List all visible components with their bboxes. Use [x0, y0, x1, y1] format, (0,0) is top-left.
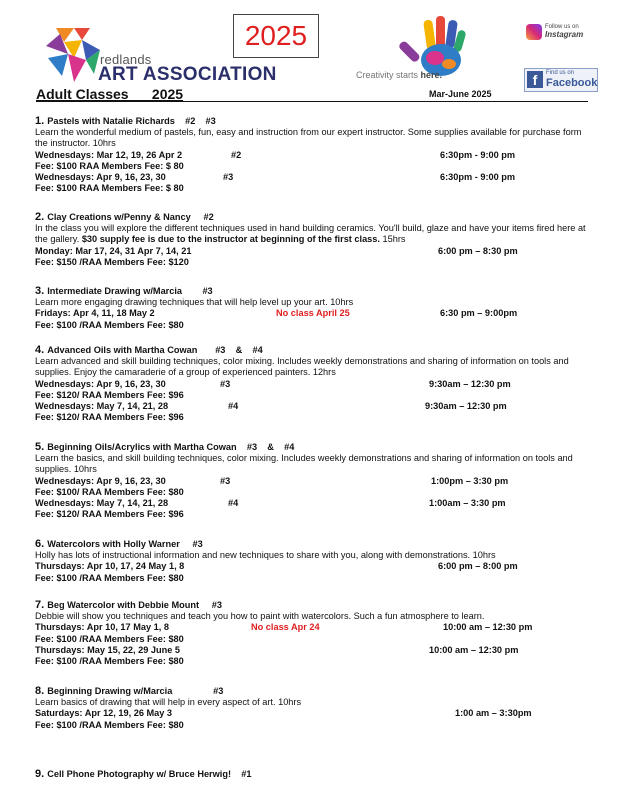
class-title: Beginning Oils/Acrylics with Martha Cowan #3 & #4 — [47, 442, 295, 452]
description-text: Learn basics of drawing that will help in every aspect of art. 10hrs — [35, 697, 302, 708]
session-time: 6:00 pm – 8:00 pm — [438, 561, 518, 572]
session-time: 1:00am – 3:30 pm — [429, 498, 506, 508]
class-section — [35, 686, 595, 731]
session-row — [35, 379, 595, 390]
class-section — [35, 212, 595, 268]
class-section — [35, 286, 595, 331]
class-number: 6. — [35, 538, 48, 550]
class-description — [35, 297, 595, 308]
class-description — [35, 550, 595, 561]
session-days: Wednesdays: Apr 9, 16, 23, 30 — [35, 475, 166, 486]
class-title: Cell Phone Photography w/ Bruce Herwig! #1 — [47, 769, 252, 779]
session-tag: #4 — [228, 498, 239, 508]
no-class-note: No class Apr 24 — [251, 622, 320, 633]
description-bold: $30 supply fee is due to the instructor at beginning of the first class. — [79, 234, 380, 245]
session-fee: Fee: $100/ RAA Members Fee: $80 — [35, 486, 184, 497]
class-number: 8. — [35, 685, 48, 697]
session-days: Thursdays: Apr 10, 17 May 1, 8 — [35, 622, 169, 633]
tagline-prefix: Creativity starts — [356, 70, 421, 80]
class-heading — [35, 769, 595, 780]
session-days: Thursdays: Apr 10, 17, 24 May 1, 8 — [35, 561, 185, 572]
facebook-name: Facebook — [546, 77, 598, 89]
session-fee: Fee: $100 /RAA Members Fee: $80 — [35, 719, 184, 730]
session-row — [35, 645, 595, 656]
session-days: Thursdays: May 15, 22, 29 June 5 — [35, 644, 181, 655]
tagline-bold: here. — [420, 70, 443, 80]
class-heading — [35, 686, 595, 697]
class-description — [35, 127, 595, 149]
class-title: Beg Watercolor with Debbie Mount #3 — [47, 600, 222, 610]
instagram-icon[interactable] — [526, 24, 542, 40]
brand-name: ART ASSOCIATION — [98, 64, 277, 85]
description-tail: 15hrs — [379, 234, 406, 245]
session-tag: #3 — [223, 172, 234, 182]
session-row — [35, 561, 595, 572]
raa-logo-icon — [42, 24, 104, 84]
session-row — [35, 476, 595, 487]
description-text: Holly has lots of instructional information and new techniques to share with you, along with demonstrations. 10hrs — [35, 550, 496, 561]
class-description — [35, 611, 595, 622]
session-days: Wednesdays: May 7, 14, 21, 28 — [35, 401, 169, 411]
session-tag: #3 — [220, 378, 231, 389]
session-fee: Fee: $120/ RAA Members Fee: $96 — [35, 389, 184, 400]
class-title: Advanced Oils with Martha Cowan #3 & #4 — [47, 345, 263, 355]
brand-small-text: redlands — [100, 52, 152, 67]
class-description — [35, 356, 595, 378]
class-heading — [35, 345, 595, 356]
session-row — [35, 308, 595, 319]
session-row — [35, 246, 595, 257]
facebook-small-text: Find us on — [546, 70, 575, 76]
page-title: Adult Classes 2025 — [36, 86, 184, 102]
year-box — [233, 14, 319, 58]
session-row — [35, 622, 595, 633]
session-days: Saturdays: Apr 12, 19, 26 May 3 — [35, 708, 173, 719]
session-fee: Fee: $100 /RAA Members Fee: $80 — [35, 319, 184, 330]
description-text: Learn the basics, and skill building techniques, color mixing. Includes weekly demonstrations and sharing of information on tools and supplies. 10hrs — [35, 453, 573, 475]
description-text: Learn advanced and skill building techniques, color mixing. Includes weekly demonstrations and sharing of information on tools and supplies. Enjoy the camaraderie of a group of experienced painters. 12hrs — [35, 356, 569, 378]
session-time: 9:30am – 12:30 pm — [429, 378, 511, 389]
session-time: 1:00 am – 3:30pm — [455, 708, 532, 719]
class-section — [35, 345, 595, 423]
session-time: 9:30am – 12:30 pm — [425, 401, 507, 411]
session-time: 1:00pm – 3:30 pm — [431, 475, 509, 486]
class-number: 9. — [35, 768, 48, 780]
description-text: Debbie will show you techniques and teach you how to paint with watercolors. Such a fun atmosphere to learn. — [35, 611, 485, 622]
class-title: Intermediate Drawing w/Marcia #3 — [47, 286, 213, 296]
session-row — [35, 150, 595, 161]
class-section — [35, 600, 595, 667]
class-description — [35, 453, 595, 475]
date-range: Mar-June 2025 — [429, 89, 492, 99]
facebook-text — [546, 70, 597, 89]
no-class-note: No class April 25 — [276, 308, 350, 319]
class-number: 7. — [35, 599, 48, 611]
class-heading — [35, 212, 595, 223]
session-fee: Fee: $120/ RAA Members Fee: $96 — [35, 509, 184, 520]
session-row — [35, 401, 595, 412]
class-title: Beginning Drawing w/Marcia #3 — [47, 686, 224, 696]
class-number: 5. — [35, 441, 48, 453]
session-days: Wednesdays: Mar 12, 19, 26 Apr 2 — [35, 149, 183, 160]
session-time: 6:30pm - 9:00 pm — [440, 149, 516, 160]
tagline — [356, 70, 442, 80]
session-row — [35, 498, 595, 509]
session-time: 6:30pm - 9:00 pm — [440, 172, 516, 182]
class-section — [35, 442, 595, 520]
session-time: 10:00 am – 12:30 pm — [429, 644, 519, 655]
session-tag: #3 — [220, 475, 231, 486]
session-days: Wednesdays: Apr 9, 16, 23, 30 — [35, 378, 166, 389]
class-title: Clay Creations w/Penny & Nancy #2 — [47, 212, 214, 222]
session-row — [35, 172, 595, 183]
class-heading — [35, 600, 595, 611]
session-fee: Fee: $100 /RAA Members Fee: $80 — [35, 655, 184, 666]
class-description — [35, 223, 595, 245]
session-fee: Fee: $100 /RAA Members Fee: $80 — [35, 633, 184, 644]
description-text: Learn more engaging drawing techniques that will help level up your art. 10hrs — [35, 297, 354, 308]
description-text: Learn the wonderful medium of pastels, fun, easy and instruction from our expert instructor. Some supplies available for purchase form the instructor. 10hrs — [35, 127, 582, 149]
session-time: 6:30 pm – 9:00pm — [440, 308, 518, 319]
class-description — [35, 697, 595, 708]
class-section — [35, 769, 595, 780]
class-section — [35, 116, 595, 194]
facebook-link[interactable] — [524, 68, 598, 92]
session-tag: #2 — [231, 149, 242, 160]
session-fee: Fee: $120/ RAA Members Fee: $96 — [35, 412, 184, 423]
header-divider — [36, 101, 588, 102]
session-tag: #4 — [228, 401, 239, 411]
session-row — [35, 708, 595, 719]
session-days: Fridays: Apr 4, 11, 18 May 2 — [35, 308, 155, 319]
session-fee: Fee: $100 RAA Members Fee: $ 80 — [35, 160, 184, 171]
class-heading — [35, 286, 595, 297]
session-days: Wednesdays: Apr 9, 16, 23, 30 — [35, 172, 166, 182]
class-section — [35, 539, 595, 584]
session-time: 6:00 pm – 8:30 pm — [438, 245, 518, 256]
session-days: Monday: Mar 17, 24, 31 Apr 7, 14, 21 — [35, 245, 192, 256]
session-time: 10:00 am – 12:30 pm — [443, 622, 533, 633]
class-number: 1. — [35, 115, 48, 127]
description-text: In the class you will explore the different techniques used in hand building ceramics. You'll build, glaze and have your items fired here at the gallery. — [35, 223, 586, 245]
class-number: 4. — [35, 344, 48, 356]
facebook-icon: f — [527, 71, 543, 88]
instagram-link[interactable] — [545, 24, 583, 38]
class-title: Watercolors with Holly Warner #3 — [47, 539, 203, 549]
class-heading — [35, 539, 595, 550]
instagram-name: Instagram — [545, 30, 584, 39]
class-number: 2. — [35, 211, 48, 223]
session-fee: Fee: $150 /RAA Members Fee: $120 — [35, 256, 189, 267]
session-days: Wednesdays: May 7, 14, 21, 28 — [35, 498, 169, 508]
session-fee: Fee: $100 RAA Members Fee: $ 80 — [35, 183, 184, 194]
class-number: 3. — [35, 285, 48, 297]
year-text: 2025 — [244, 20, 308, 51]
class-title: Pastels with Natalie Richards #2 #3 — [47, 116, 216, 126]
class-heading — [35, 442, 595, 453]
session-fee: Fee: $100 /RAA Members Fee: $80 — [35, 572, 184, 583]
class-heading — [35, 116, 595, 127]
instagram-small-text: Follow us on — [545, 24, 579, 30]
